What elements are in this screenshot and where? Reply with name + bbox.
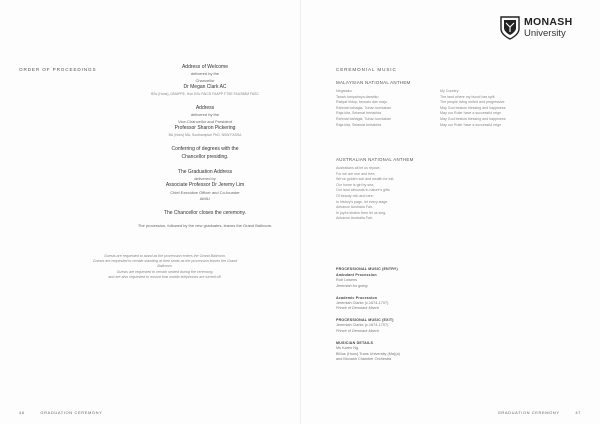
anthem-line: Australians all let us rejoice, — [336, 166, 381, 170]
logo-subtitle: University — [524, 28, 566, 39]
proceedings-line — [130, 97, 280, 105]
music-line: Jeremiah for going — [336, 283, 368, 288]
proceedings-line: The procession, followed by the new graduates, leaves the Grand Ballroom. — [137, 222, 273, 228]
guest-note-line: Guests are requested to stand as the procession enters the Grand Ballroom. — [104, 254, 226, 258]
proceedings-line: BSc (Hons), GMAPPE, Hon DSc FAICD FAAPP FTSE FAUSIMM FASC — [151, 92, 259, 97]
ceremonial-music-label: CEREMONIAL MUSIC — [336, 67, 397, 72]
proceedings-line — [130, 161, 280, 169]
left-page-number: 46 — [19, 410, 25, 415]
proceedings-line: delivered by the — [190, 71, 220, 77]
proceedings-line: Conferring of degrees with the — [171, 146, 239, 153]
proceedings-line: Address — [195, 105, 215, 112]
proceedings-line — [130, 202, 280, 210]
guest-note-line: Guests are requested to remain standing at their seats as the procession leaves the Grand Ballroom. — [92, 259, 238, 269]
guest-note-line: Guests are requested to remain seated during the ceremony, — [116, 269, 214, 274]
music-details — [336, 266, 536, 363]
music-line: Ms Karen Ng — [336, 345, 359, 350]
proceedings-line — [130, 138, 280, 146]
anthem-line: May our Ruler have a successful reign — [440, 111, 502, 116]
music-line: BMus (Hons) Trans University (Ma)(a) — [336, 351, 400, 356]
guest-notes — [90, 254, 240, 280]
anthem-line: Negaraku — [336, 89, 352, 93]
proceedings-line: The Chancellor closes the ceremony. — [163, 210, 247, 217]
right-footer-title: GRADUATION CEREMONY — [497, 410, 560, 415]
music-line: MUSICIAN DETAILS — [336, 340, 374, 345]
anthem-line: Advance Australia Fair. — [336, 205, 373, 210]
anthem-line: Our home is girt by sea; — [336, 182, 375, 187]
australian-anthem-title: AUSTRALIAN NATIONAL ANTHEM — [336, 157, 414, 162]
music-line: Prince of Denmark March — [336, 306, 380, 311]
proceedings-line: BA (Hons) MA, Southampton PhD, NSW FASSA — [168, 133, 242, 138]
proceedings-line: delivered by — [194, 176, 216, 182]
anthem-line: Tanah tumpahnya darahku — [336, 94, 379, 99]
anthem-line: Rakyat hidup, bersatu dan maju — [336, 100, 387, 105]
proceedings-line: delivered by the — [190, 112, 220, 118]
shield-icon — [500, 16, 520, 40]
proceedings-list — [130, 64, 280, 229]
music-line: Jeremiah Clarke (c.1674-1707) — [336, 323, 389, 328]
anthem-line: May our Ruler have a successful reign — [440, 122, 502, 127]
proceedings-line: The Graduation Address — [177, 168, 233, 175]
music-line: Rob Lowens — [336, 278, 358, 282]
proceedings-line: Address of Welcome — [181, 64, 229, 70]
right-footer — [498, 410, 581, 415]
proceedings-line: Dr Megan Clark AC — [183, 84, 227, 91]
order-of-proceedings-label: ORDER OF PROCEEDINGS — [19, 67, 97, 72]
music-line: Ambulant Procession — [336, 273, 377, 277]
anthem-line: The land where my blood has spilt — [440, 94, 495, 99]
proceedings-line: Chancellor presiding. — [181, 153, 229, 160]
anthem-line: Of beauty rich and rare; — [336, 193, 374, 198]
anthem-line: Raja kita, Selamat bertakhta — [336, 111, 382, 116]
anthem-line: Rahmat bahagia, Tuhan kurniakan — [336, 116, 391, 121]
malaysian-anthem-english — [440, 89, 550, 128]
proceedings-line: Chief Executive Officer and Co-founder — [170, 189, 240, 195]
proceedings-line: Vice-Chancellor and President — [178, 118, 232, 124]
music-line: and Monash Chamber Orchestra — [336, 357, 392, 362]
music-line: PROCESSIONAL MUSIC (ENTRY) — [336, 267, 398, 271]
anthem-line: Our land abounds in nature's gifts — [336, 188, 390, 193]
anthem-line: The people living united and progressive — [440, 100, 505, 105]
proceedings-line: Chancellor — [195, 77, 215, 83]
left-footer-title: GRADUATION CEREMONY — [40, 410, 103, 415]
anthem-line: In joyful strains then let us sing, — [336, 210, 387, 215]
music-line: PROCESSIONAL MUSIC (EXIT) — [336, 318, 394, 323]
anthem-line: Advance Australia Fair. — [336, 216, 373, 221]
proceedings-line: AMILI — [199, 196, 211, 202]
music-line: Prince of Denmark March — [336, 328, 380, 333]
logo-wordmark: MONASH — [524, 16, 573, 28]
anthem-line: For we are one and free; — [336, 171, 376, 176]
proceedings-line: Associate Professor Dr Jeremy Lim — [165, 182, 245, 189]
anthem-line: In history's page, let every stage — [336, 199, 388, 204]
malaysian-anthem-title: MALAYSIAN NATIONAL ANTHEM — [336, 80, 411, 85]
anthem-line: My Country — [440, 89, 459, 93]
page-fold — [300, 0, 301, 424]
music-line: Academic Procession — [336, 295, 378, 300]
anthem-line: Raja kita, Selamat bertakhta — [336, 122, 382, 127]
anthem-line: We've golden soil and wealth for toil; — [336, 177, 395, 182]
left-footer — [19, 410, 102, 415]
proceedings-line: Professor Sharon Pickering — [174, 125, 236, 132]
malaysian-anthem-malay — [336, 89, 426, 128]
monash-logo — [500, 14, 586, 44]
music-line: Jeremiah Clarke (c.1674-1707) — [336, 300, 389, 305]
anthem-line: Rahmat bahagia, Tuhan kurniakan — [336, 105, 391, 110]
right-page-number: 47 — [575, 410, 581, 415]
guest-note-line: and are also requested to ensure that mobile telephones are turned off. — [108, 274, 222, 279]
anthem-line: May God bestow blessing and happiness — [440, 105, 506, 110]
anthem-line: May God bestow blessing and happiness — [440, 116, 506, 121]
australian-anthem-lyrics — [336, 166, 486, 222]
